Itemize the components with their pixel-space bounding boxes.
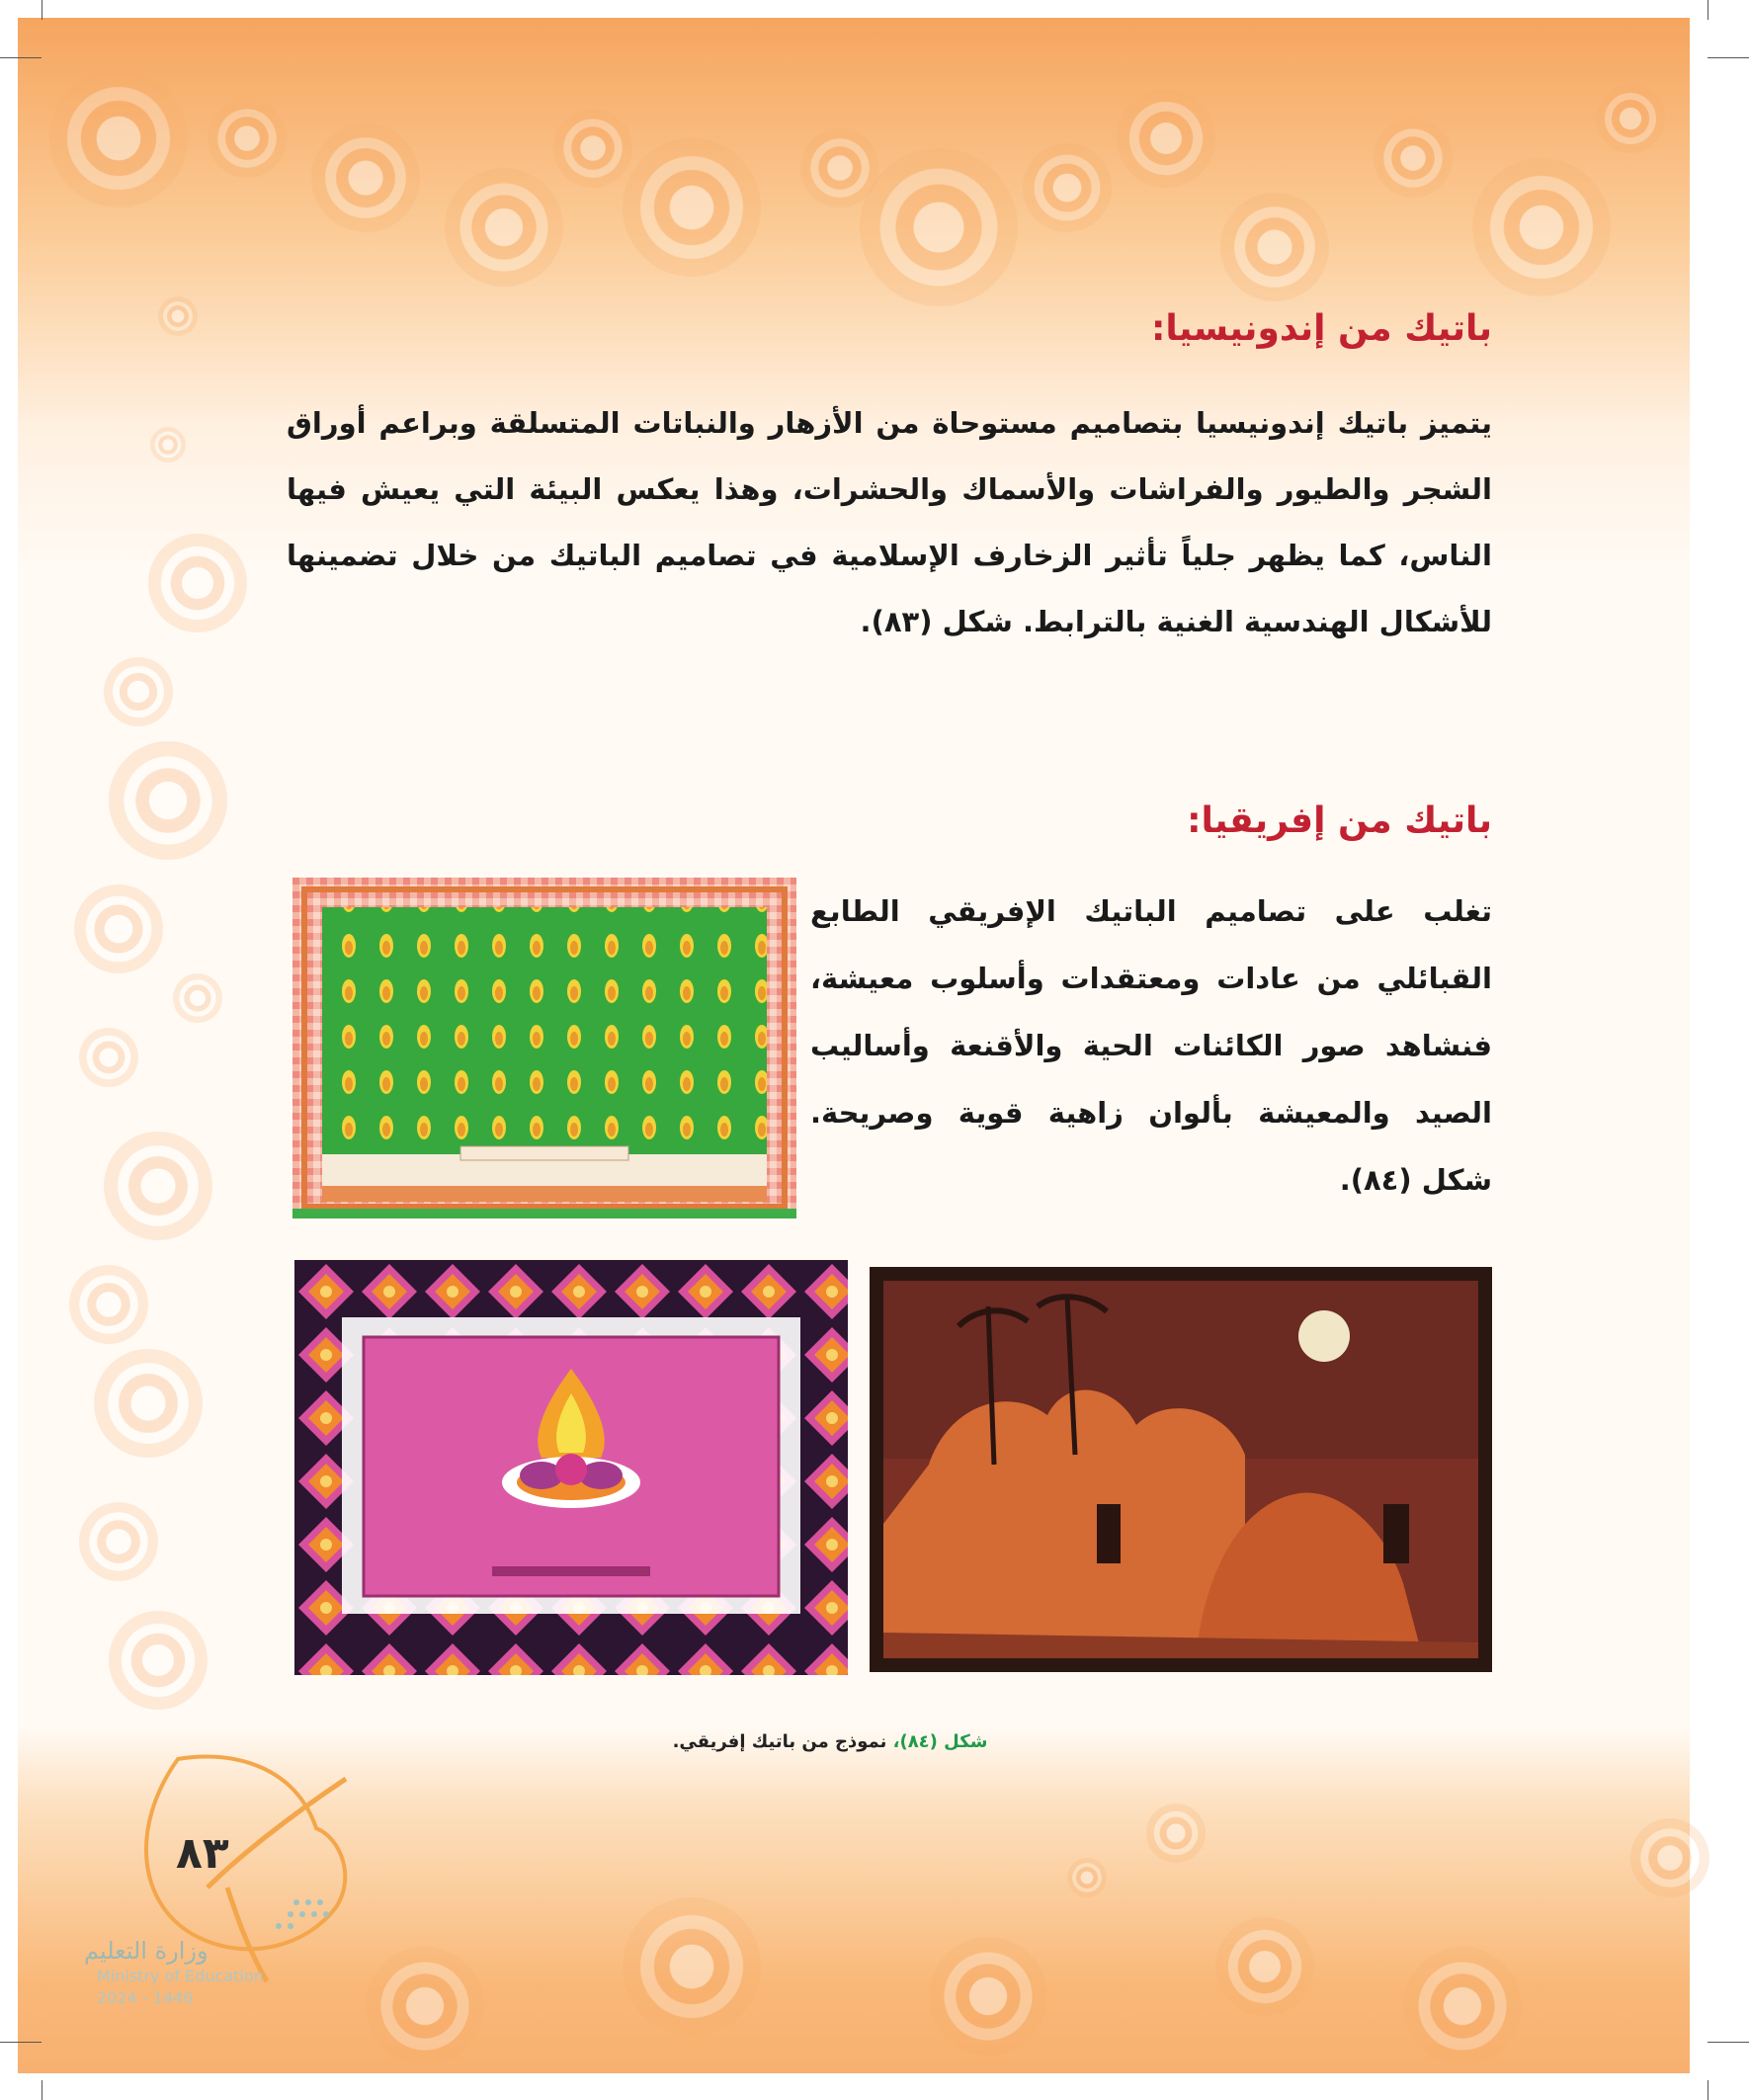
- decorative-flower-icon: [623, 138, 761, 277]
- decorative-flower-icon: [109, 1611, 208, 1710]
- crop-mark: [1707, 57, 1749, 58]
- photo-brown-batik: [870, 1267, 1492, 1672]
- decorative-flower-icon: [1403, 1947, 1522, 2065]
- decorative-flower-icon: [148, 534, 247, 632]
- photo-pink-batik: [294, 1260, 848, 1675]
- crop-mark: [1707, 2042, 1749, 2043]
- decorative-flower-icon: [1117, 89, 1215, 188]
- heading-africa: باتيك من إفريقيا:: [1187, 800, 1492, 841]
- heading-indonesia: باتيك من إندونيسيا:: [1150, 308, 1492, 349]
- decorative-flower-icon: [208, 99, 287, 178]
- decorative-flower-icon: [49, 69, 188, 208]
- decorative-flower-icon: [79, 1028, 138, 1087]
- decorative-flower-icon: [104, 1132, 212, 1240]
- decorative-flower-icon: [623, 1897, 761, 2036]
- photo-green-batik: [292, 878, 796, 1218]
- decorative-flower-icon: [929, 1937, 1047, 2056]
- paragraph-indonesia: يتميز باتيك إندونيسيا بتصاميم مستوحاة من الأزهار والنباتات المتسلقة وبراعم أوراق الشجر والطيور والفراشات والأسماك والحشرات، وهذا يعكس البيئة التي يعيش فيها الناس، كما يظهر جلياً تأثير الزخارف الإسلامية في تصاميم الباتيك من خلال تضمينها للأشكال الهندسية الغنية بالترابط. شكل (٨٣).: [287, 406, 1492, 638]
- decorative-flower-icon: [1220, 193, 1329, 301]
- decorative-flower-icon: [1023, 143, 1112, 232]
- ministry-year: 2024 - 1446: [97, 1988, 194, 2007]
- crop-mark: [1707, 0, 1708, 20]
- decorative-flower-icon: [1067, 1858, 1107, 1897]
- decorative-flower-icon: [69, 1265, 148, 1344]
- decorative-flower-icon: [1596, 84, 1665, 153]
- crop-mark: [0, 57, 42, 58]
- page-number: ٨٣: [176, 1828, 229, 1879]
- decorative-flower-icon: [1146, 1804, 1206, 1863]
- decorative-flower-icon: [366, 1947, 484, 2065]
- decorative-flower-icon: [74, 884, 163, 973]
- figure-caption: [553, 1731, 1107, 1752]
- decorative-flower-icon: [1630, 1818, 1709, 1897]
- decorative-flower-icon: [104, 657, 173, 726]
- crop-mark: [1707, 2080, 1708, 2100]
- crop-mark: [0, 2042, 42, 2043]
- decorative-flower-icon: [311, 124, 420, 232]
- paragraph-africa: تغلب على تصاميم الباتيك الإفريقي الطابع القبائلي من عادات ومعتقدات وأسلوب معيشة، فنشاهد صور الكائنات الحية والأقنعة وأساليب الصيد والمعيشة بألوان زاهية قوية وصريحة. شكل (٨٤).: [810, 894, 1492, 1197]
- decorative-flower-icon: [109, 741, 227, 860]
- decorative-flower-icon: [553, 109, 632, 188]
- decorative-flower-icon: [94, 1349, 203, 1458]
- ministry-name-arabic: وزارة التعليم: [84, 1937, 208, 1965]
- decorative-flower-icon: [158, 296, 198, 336]
- decorative-flower-icon: [173, 973, 222, 1023]
- decorative-flower-icon: [1215, 1917, 1314, 2016]
- decorative-flower-icon: [1472, 158, 1611, 296]
- decorative-flower-icon: [150, 427, 186, 462]
- decorative-flower-icon: [445, 168, 563, 287]
- decorative-flower-icon: [79, 1502, 158, 1581]
- ministry-name-english: Ministry of Education: [97, 1967, 264, 1985]
- caption-text: نموذج من باتيك إفريقي.: [672, 1731, 893, 1752]
- decorative-flower-icon: [860, 148, 1018, 306]
- caption-label: شكل (٨٤)،: [892, 1731, 988, 1752]
- decorative-flower-icon: [1374, 119, 1453, 198]
